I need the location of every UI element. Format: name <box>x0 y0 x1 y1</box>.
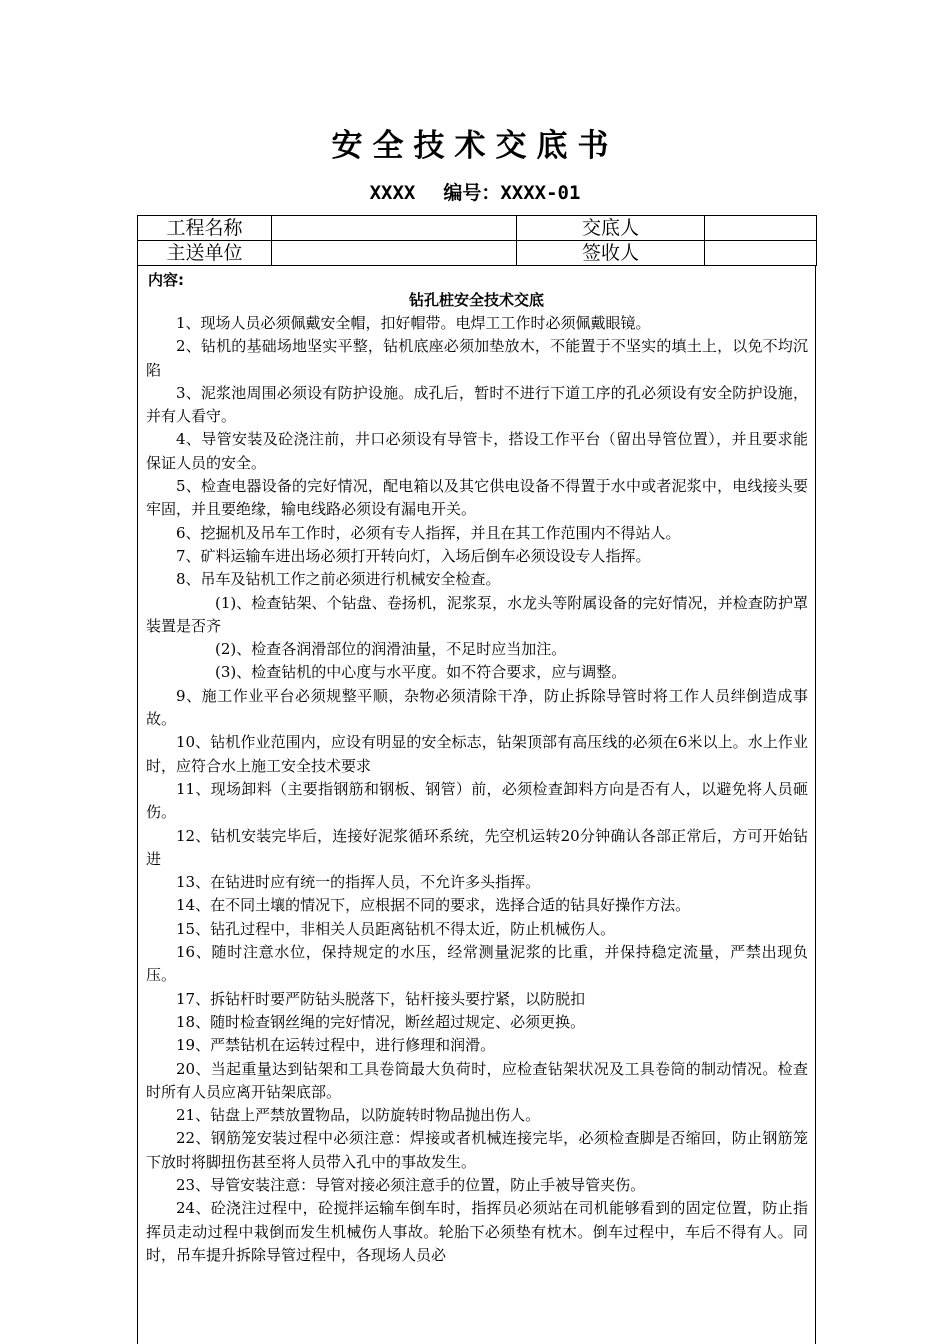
content-item-11: 11、现场卸料（主要指钢筋和钢板、钢管）前，必须检查卸料方向是否有人，以避免将人员砸伤。 <box>146 779 808 822</box>
content-subitem-8-3: (3)、检查钻机的中心度与水平度。如不符合要求，应与调整。 <box>215 663 627 682</box>
discloser-label: 交底人 <box>517 216 705 241</box>
content-item-8: 8、吊车及钻机工作之前必须进行机械安全检查。 <box>176 570 501 589</box>
content-item-20: 20、当起重量达到钻架和工具卷筒最大负荷时，应检查钻架状况及工具卷筒的制动情况。检查时所有人员应离开钻架底部。 <box>146 1059 808 1101</box>
content-item-3: 3、泥浆池周围必须设有防护设施。成孔后，暂时不进行下道工序的孔必须设有安全防护设施，并有人看守。 <box>146 383 808 426</box>
content-item-15: 15、钻孔过程中，非相关人员距离钻机不得太近，防止机械伤人。 <box>176 919 616 938</box>
content-subtitle: 钻孔桩安全技术交底 <box>408 291 544 309</box>
content-body <box>146 312 808 1267</box>
info-row-unit <box>138 241 817 266</box>
info-table <box>137 215 817 266</box>
receiver-label: 签收人 <box>517 241 705 266</box>
number-label: 编号： <box>443 182 501 204</box>
content-item-23: 23、导管安装注意：导管对接必须注意手的位置，防止手被导管夹伤。 <box>176 1175 646 1194</box>
content-item-19: 19、严禁钻机在运转过程中，进行修理和润滑。 <box>176 1036 496 1055</box>
document-number-line <box>0 178 950 205</box>
content-item-17: 17、拆钻杆时要严防钻头脱落下，钻杆接头要拧紧，以防脱扣 <box>176 989 586 1008</box>
recipient-unit-label: 主送单位 <box>138 241 272 266</box>
number-value: XXXX-01 <box>500 182 581 204</box>
content-subitem-8-1: (1)、检查钻架、个钻盘、卷扬机，泥浆泵，水龙头等附属设备的完好情况，并检查防护罩装置是否齐 <box>146 593 808 635</box>
content-item-14: 14、在不同土壤的情况下，应根据不同的要求，选择合适的钻具好操作方法。 <box>176 896 691 915</box>
content-item-24: 24、砼浇注过程中，砼搅拌运输车倒车时，指挥员必须站在司机能够看到的固定位置，防止指挥员走动过程中栽倒而发生机械伤人事故。轮胎下必须垫有枕木。倒车过程中，车后不得有人。同时，吊车提升拆除导管过程中，各现场人员必 <box>146 1199 808 1264</box>
content-subitem-8-2: (2)、检查各润滑部位的润滑油量，不足时应当加注。 <box>215 640 567 659</box>
content-item-12: 12、钻机安装完毕后，连接好泥浆循环系统，先空机运转20分钟确认各部正常后，方可开始钻进 <box>146 826 808 868</box>
content-item-7: 7、矿料运输车进出场必须打开转向灯，入场后倒车必须设设专人指挥。 <box>176 546 651 565</box>
content-item-4: 4、导管安装及砼浇注前，井口必须设有导管卡，搭设工作平台（留出导管位置），并且要求能保证人员的安全。 <box>146 430 808 472</box>
info-row-project <box>138 216 817 241</box>
content-item-10: 10、钻机作业范围内，应设有明显的安全标志，钻架顶部有高压线的必须在6米以上。水上作业时，应符合水上施工安全技术要求 <box>146 733 808 775</box>
organization-code: XXXX <box>369 182 416 204</box>
content-item-9: 9、施工作业平台必须规整平顺，杂物必须清除干净，防止拆除导管时将工作人员绊倒造成事故。 <box>146 686 808 729</box>
content-item-1: 1、现场人员必须佩戴安全帽，扣好帽带。电焊工工作时必须佩戴眼镜。 <box>176 314 651 332</box>
content-label: 内容: <box>148 271 184 289</box>
receiver-value[interactable] <box>705 241 817 266</box>
project-name-value[interactable] <box>272 216 517 241</box>
content-item-22: 22、钢筋笼安装过程中必须注意：焊接或者机械连接完毕，必须检查脚是否缩回，防止钢筋笼下放时将脚扭伤甚至将人员带入孔中的事故发生。 <box>146 1129 808 1171</box>
content-item-13: 13、在钻进时应有统一的指挥人员，不允许多头指挥。 <box>176 873 541 892</box>
document-title: 安全技术交底书 <box>331 128 619 164</box>
content-item-21: 21、钻盘上严禁放置物品，以防旋转时物品抛出伤人。 <box>176 1106 541 1125</box>
content-item-6: 6、挖掘机及吊车工作时，必须有专人指挥，并且在其工作范围内不得站人。 <box>176 523 681 542</box>
content-section <box>137 265 816 1344</box>
discloser-value[interactable] <box>705 216 817 241</box>
recipient-unit-value[interactable] <box>272 241 517 266</box>
content-item-5: 5、检查电器设备的完好情况，配电箱以及其它供电设备不得置于水中或者泥浆中，电线接头要牢固，并且要绝缘，输电线路必须设有漏电开关。 <box>146 477 808 519</box>
content-item-16: 16、随时注意水位，保持规定的水压，经常测量泥浆的比重，并保持稳定流量，严禁出现负压。 <box>146 943 808 985</box>
content-item-2: 2、钻机的基础场地坚实平整，钻机底座必须加垫放木，不能置于不坚实的填土上，以免不均沉陷 <box>146 337 808 379</box>
project-name-label: 工程名称 <box>138 216 272 241</box>
content-item-18: 18、随时检查钢丝绳的完好情况，断丝超过规定、必须更换。 <box>176 1012 586 1031</box>
